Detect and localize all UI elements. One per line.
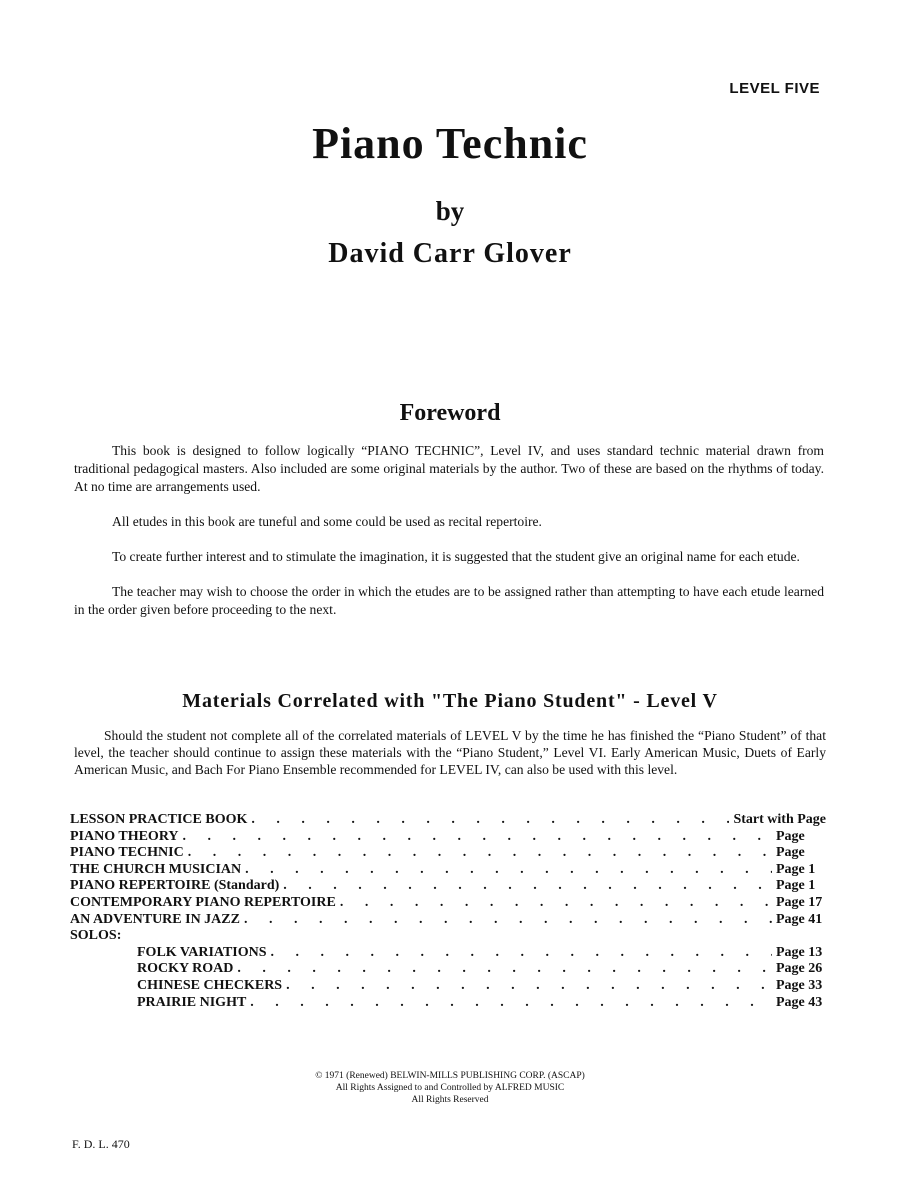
materials-heading: Materials Correlated with "The Piano Student" - Level V (182, 690, 718, 712)
item-label: AN ADVENTURE IN JAZZ (70, 911, 240, 927)
foreword-paragraph: All etudes in this book are tuneful and some could be used as recital repertoire. (112, 514, 542, 529)
dot-leader (251, 812, 729, 829)
dot-leader (271, 945, 772, 962)
materials-list (70, 812, 826, 1011)
foreword-text (74, 442, 824, 636)
level-label: LEVEL FIVE (729, 80, 820, 97)
copyright-line: © 1971 (Renewed) BELWIN-MILLS PUBLISHING CORP. (ASCAP) (315, 1071, 585, 1081)
item-label: PIANO REPERTOIRE (Standard) (70, 878, 280, 894)
by-line: by (435, 196, 465, 226)
list-item (70, 845, 826, 862)
item-label: LESSON PRACTICE BOOK (70, 812, 248, 827)
item-label: FOLK VARIATIONS (137, 944, 267, 960)
dot-leader (250, 995, 772, 1012)
author-name: David Carr Glover (328, 238, 572, 269)
dot-leader (244, 912, 772, 929)
item-page: Page 33 (776, 977, 823, 993)
item-label: CHINESE CHECKERS (137, 977, 283, 993)
copyright-notice (0, 1070, 900, 1106)
list-item (70, 812, 826, 829)
item-page: Page 1 (776, 861, 816, 877)
dot-leader (283, 878, 772, 895)
list-item (70, 945, 826, 962)
list-item (70, 961, 826, 978)
dot-leader (340, 895, 772, 912)
list-item (70, 829, 826, 846)
foreword-paragraph: The teacher may wish to choose the order in which the etudes are to be assigned rather than attempting to have each etude learned in the order given before proceeding to the next. (74, 584, 824, 617)
list-item (70, 978, 826, 995)
foreword-paragraph: This book is designed to follow logically “PIANO TECHNIC”, Level IV, and uses standard technic material drawn from traditional pedagogical masters. Also included are some original materials by the author. Two of these are based on the rhythms of today. At no time are arrangements used. (74, 443, 824, 494)
item-page: Page 43 (776, 994, 823, 1010)
list-item (70, 862, 826, 879)
item-page: Page 1 (776, 878, 816, 894)
list-item (70, 878, 826, 895)
foreword-paragraph: To create further interest and to stimulate the imagination, it is suggested that the student give an original name for each etude. (112, 549, 800, 564)
item-label: ROCKY ROAD (137, 961, 234, 977)
dot-leader (183, 829, 772, 846)
item-page: Page (776, 828, 805, 844)
item-label: THE CHURCH MUSICIAN (70, 861, 242, 877)
list-item (70, 995, 826, 1012)
item-label: CONTEMPORARY PIANO REPERTOIRE (70, 894, 336, 910)
dot-leader (237, 961, 772, 978)
copyright-line: All Rights Assigned to and Controlled by ALFRED MUSIC (335, 1083, 565, 1093)
solos-label-row (70, 928, 826, 945)
item-page: Page 41 (776, 911, 823, 927)
foreword-heading: Foreword (399, 400, 501, 426)
item-label: PRAIRIE NIGHT (137, 994, 247, 1010)
item-label: PIANO THEORY (70, 828, 179, 844)
dot-leader (245, 862, 772, 879)
item-page: Start with Page (733, 812, 826, 827)
dot-leader (188, 845, 772, 862)
solos-label: SOLOS: (70, 928, 122, 944)
catalog-code: F. D. L. 470 (72, 1137, 130, 1151)
item-page: Page 26 (776, 961, 823, 977)
list-item (70, 895, 826, 912)
item-label: PIANO TECHNIC (70, 845, 184, 861)
dot-leader (286, 978, 772, 995)
item-page: Page 13 (776, 944, 823, 960)
copyright-line: All Rights Reserved (411, 1095, 489, 1105)
item-page: Page 17 (776, 894, 823, 910)
item-page: Page (776, 845, 805, 861)
list-item (70, 912, 826, 929)
materials-intro: Should the student not complete all of the correlated materials of LEVEL V by the time he has finished the “Piano Student” of that level, the teacher should continue to assign these materials with the “Piano Student,” Level VI. Early American Music, Duets of Early American Music, and Bach For Piano Ensemble recommended for LEVEL IV, can also be used with this level. (74, 728, 826, 777)
book-title: Piano Technic (312, 119, 588, 168)
